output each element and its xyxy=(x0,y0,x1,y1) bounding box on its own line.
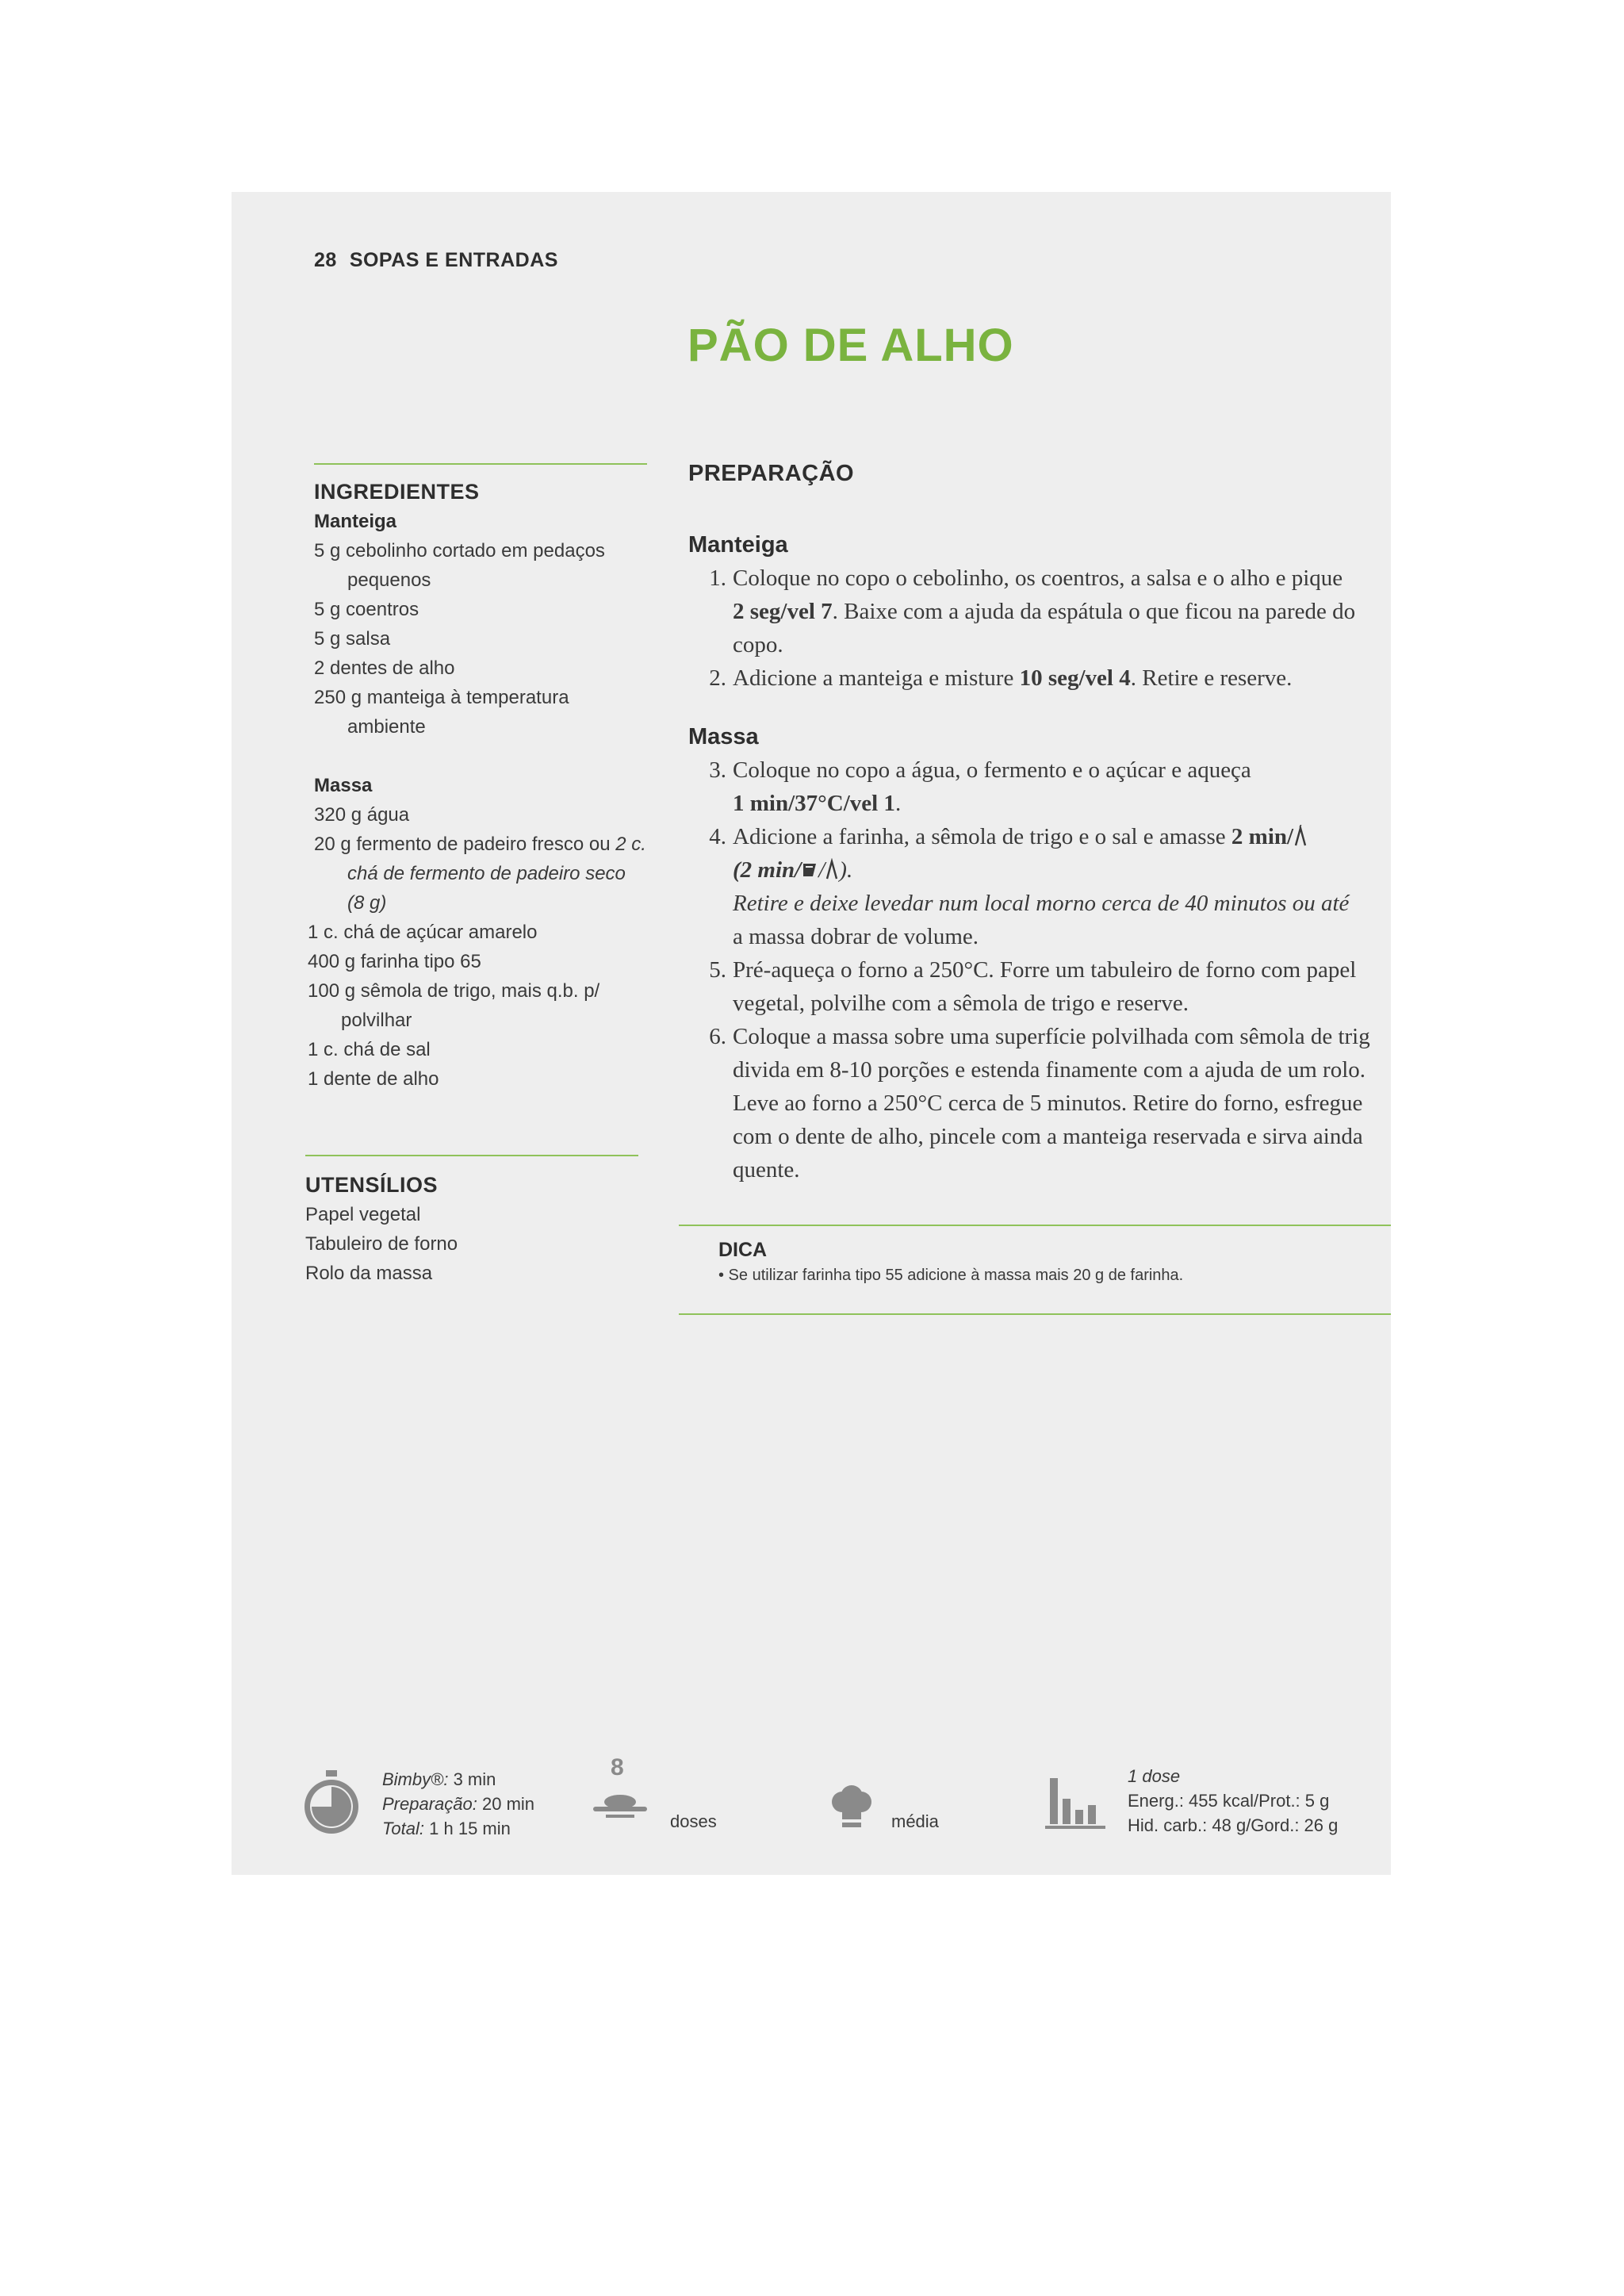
step-text: Coloque a massa sobre uma superfície polvilhada com sêmola de trig divida em 8-10 porções e estenda finamente com a ajuda de um rolo. Leve ao forno a 250°C cerca de 5 minutos. Retire do forno, esfregue com o dente de alho, pincele com a manteiga reservada e sirva ainda quente. xyxy=(733,1024,1370,1182)
ingredient-item: 320 g água xyxy=(314,804,410,826)
nutrition-title: 1 dose xyxy=(1128,1766,1181,1786)
doses-label: doses xyxy=(670,1811,717,1831)
ingredient-item: 1 c. chá de sal xyxy=(308,1039,431,1060)
step-text: Adicione a farinha, a sêmola de trigo e o sal e amasse xyxy=(733,824,1226,849)
timer-icon xyxy=(301,1770,362,1837)
ingredients-rule xyxy=(314,463,647,465)
step-number: 6. xyxy=(709,1024,726,1049)
ingredient-item: 1 c. chá de açúcar amarelo xyxy=(308,922,538,943)
ingredient-item: 1 dente de alho xyxy=(308,1068,439,1090)
step-2 xyxy=(688,661,1386,695)
nutrition-info xyxy=(1128,1764,1338,1838)
difficulty-label: média xyxy=(891,1811,939,1831)
ingredient-item: 100 g sêmola de trigo, mais q.b. p/ polvilhar xyxy=(308,980,600,1031)
step-number: 5. xyxy=(709,957,726,983)
preparation-massa-heading: Massa xyxy=(688,724,759,749)
ingredient-yeast-note: 2 c. chá de fermento de padeiro seco (8 g) xyxy=(347,834,646,914)
step-number: 2. xyxy=(709,665,726,691)
time-info xyxy=(382,1767,534,1841)
step-text: ). xyxy=(839,857,853,883)
step-number: 3. xyxy=(709,757,726,783)
reverse-icon xyxy=(801,861,818,880)
tip-bottom-rule xyxy=(679,1313,1391,1315)
bimby-time-value: 3 min xyxy=(453,1769,496,1789)
preparation-manteiga-heading: Manteiga xyxy=(688,532,788,558)
step-text: . Retire e reserve. xyxy=(1130,665,1293,691)
tip-heading: DICA xyxy=(718,1239,768,1261)
step-3 xyxy=(688,753,1386,820)
page-number: 28 xyxy=(314,249,337,271)
ingredient-yeast-text: 20 g fermento de padeiro fresco ou xyxy=(314,834,611,855)
nutrition-line: Energ.: 455 kcal/Prot.: 5 g xyxy=(1128,1791,1330,1811)
ingredient-item: 5 g salsa xyxy=(314,628,391,650)
utensil-item: Rolo da massa xyxy=(305,1263,433,1284)
prep-time-label: Preparação: xyxy=(382,1794,477,1814)
utensils-heading: UTENSÍLIOS xyxy=(305,1173,439,1197)
tip-top-rule xyxy=(679,1225,1391,1226)
recipe-info-bar xyxy=(232,1746,1391,1849)
tip-text: • Se utilizar farinha tipo 55 adicione à massa mais 20 g de farinha. xyxy=(718,1267,1184,1284)
tip-box xyxy=(718,1239,1353,1285)
bar-chart-icon xyxy=(1045,1775,1105,1830)
preparation-section xyxy=(688,457,1386,1186)
step-setting: 10 seg/vel 4 xyxy=(1019,665,1131,691)
ingredient-item: 400 g farinha tipo 65 xyxy=(308,951,481,972)
step-1 xyxy=(688,562,1386,661)
step-text: Adicione a manteiga e misture xyxy=(733,665,1014,691)
utensils-rule xyxy=(305,1155,638,1156)
recipe-title: PÃO DE ALHO xyxy=(688,320,1014,371)
section-name: SOPAS E ENTRADAS xyxy=(349,249,558,271)
utensil-item: Tabuleiro de forno xyxy=(305,1233,458,1255)
step-setting: 2 min/ xyxy=(1231,824,1294,849)
ingredients-group-massa: Massa xyxy=(314,775,373,796)
step-text: a massa dobrar de volume. xyxy=(733,924,979,949)
ingredient-item: 2 dentes de alho xyxy=(314,657,455,679)
ingredient-item: 5 g cebolinho cortado em pedaços pequenos xyxy=(314,540,605,591)
ingredients-group-manteiga: Manteiga xyxy=(314,511,397,532)
doses-number: 8 xyxy=(611,1754,624,1780)
plate-icon xyxy=(590,1791,650,1823)
step-text: Coloque no copo a água, o fermento e o açúcar e aqueça xyxy=(733,757,1251,783)
ingredients-list xyxy=(308,477,647,1094)
step-setting-alt: (2 min/ xyxy=(733,857,802,883)
prep-time-value: 20 min xyxy=(481,1794,535,1814)
step-setting: 1 min/37°C/vel 1 xyxy=(733,791,895,816)
chef-hat-icon xyxy=(828,1784,875,1832)
ingredient-item: 250 g manteiga à temperatura ambiente xyxy=(314,687,569,738)
step-number: 4. xyxy=(709,824,726,849)
bimby-time-label: Bimby®: xyxy=(382,1769,449,1789)
preparation-heading: PREPARAÇÃO xyxy=(688,461,855,486)
ingredient-item: 5 g coentros xyxy=(314,599,419,620)
step-text: Retire e deixe levedar num local morno cerca de 40 minutos ou até xyxy=(733,891,1350,916)
step-5 xyxy=(688,953,1386,1020)
step-number: 1. xyxy=(709,565,726,591)
step-text: Coloque no copo o cebolinho, os coentros, a salsa e o alho e pique xyxy=(733,565,1343,591)
kneading-icon xyxy=(825,858,839,880)
nutrition-line: Hid. carb.: 48 g/Gord.: 26 g xyxy=(1128,1815,1339,1835)
step-setting: 2 seg/vel 7 xyxy=(733,599,833,624)
total-time-value: 1 h 15 min xyxy=(429,1819,511,1838)
utensil-item: Papel vegetal xyxy=(305,1204,421,1225)
ingredients-heading: INGREDIENTES xyxy=(314,480,480,504)
kneading-icon xyxy=(1293,825,1308,847)
step-4: 4. Adicione a farinha, a sêmola de trigo e o sal e amasse 2 min/ (2 min/ / ). Retire e deixe levedar num local morno cerca de 40 minutos ou até a massa dobrar de volume. xyxy=(688,820,1386,953)
step-text: Pré-aqueça o forno a 250°C. Forre um tabuleiro de forno com papel vegetal, polvilhe com a sêmola de trigo e reserve. xyxy=(733,957,1357,1016)
step-6 xyxy=(688,1020,1386,1186)
running-head xyxy=(314,249,558,272)
step-text: . Baixe com a ajuda da espátula o que ficou na parede do copo. xyxy=(733,599,1356,657)
recipe-page xyxy=(232,192,1391,1875)
ingredient-item-yeast xyxy=(314,830,647,918)
step-text: . xyxy=(894,791,902,816)
total-time-label: Total: xyxy=(382,1819,425,1838)
utensils-list xyxy=(305,1171,638,1288)
